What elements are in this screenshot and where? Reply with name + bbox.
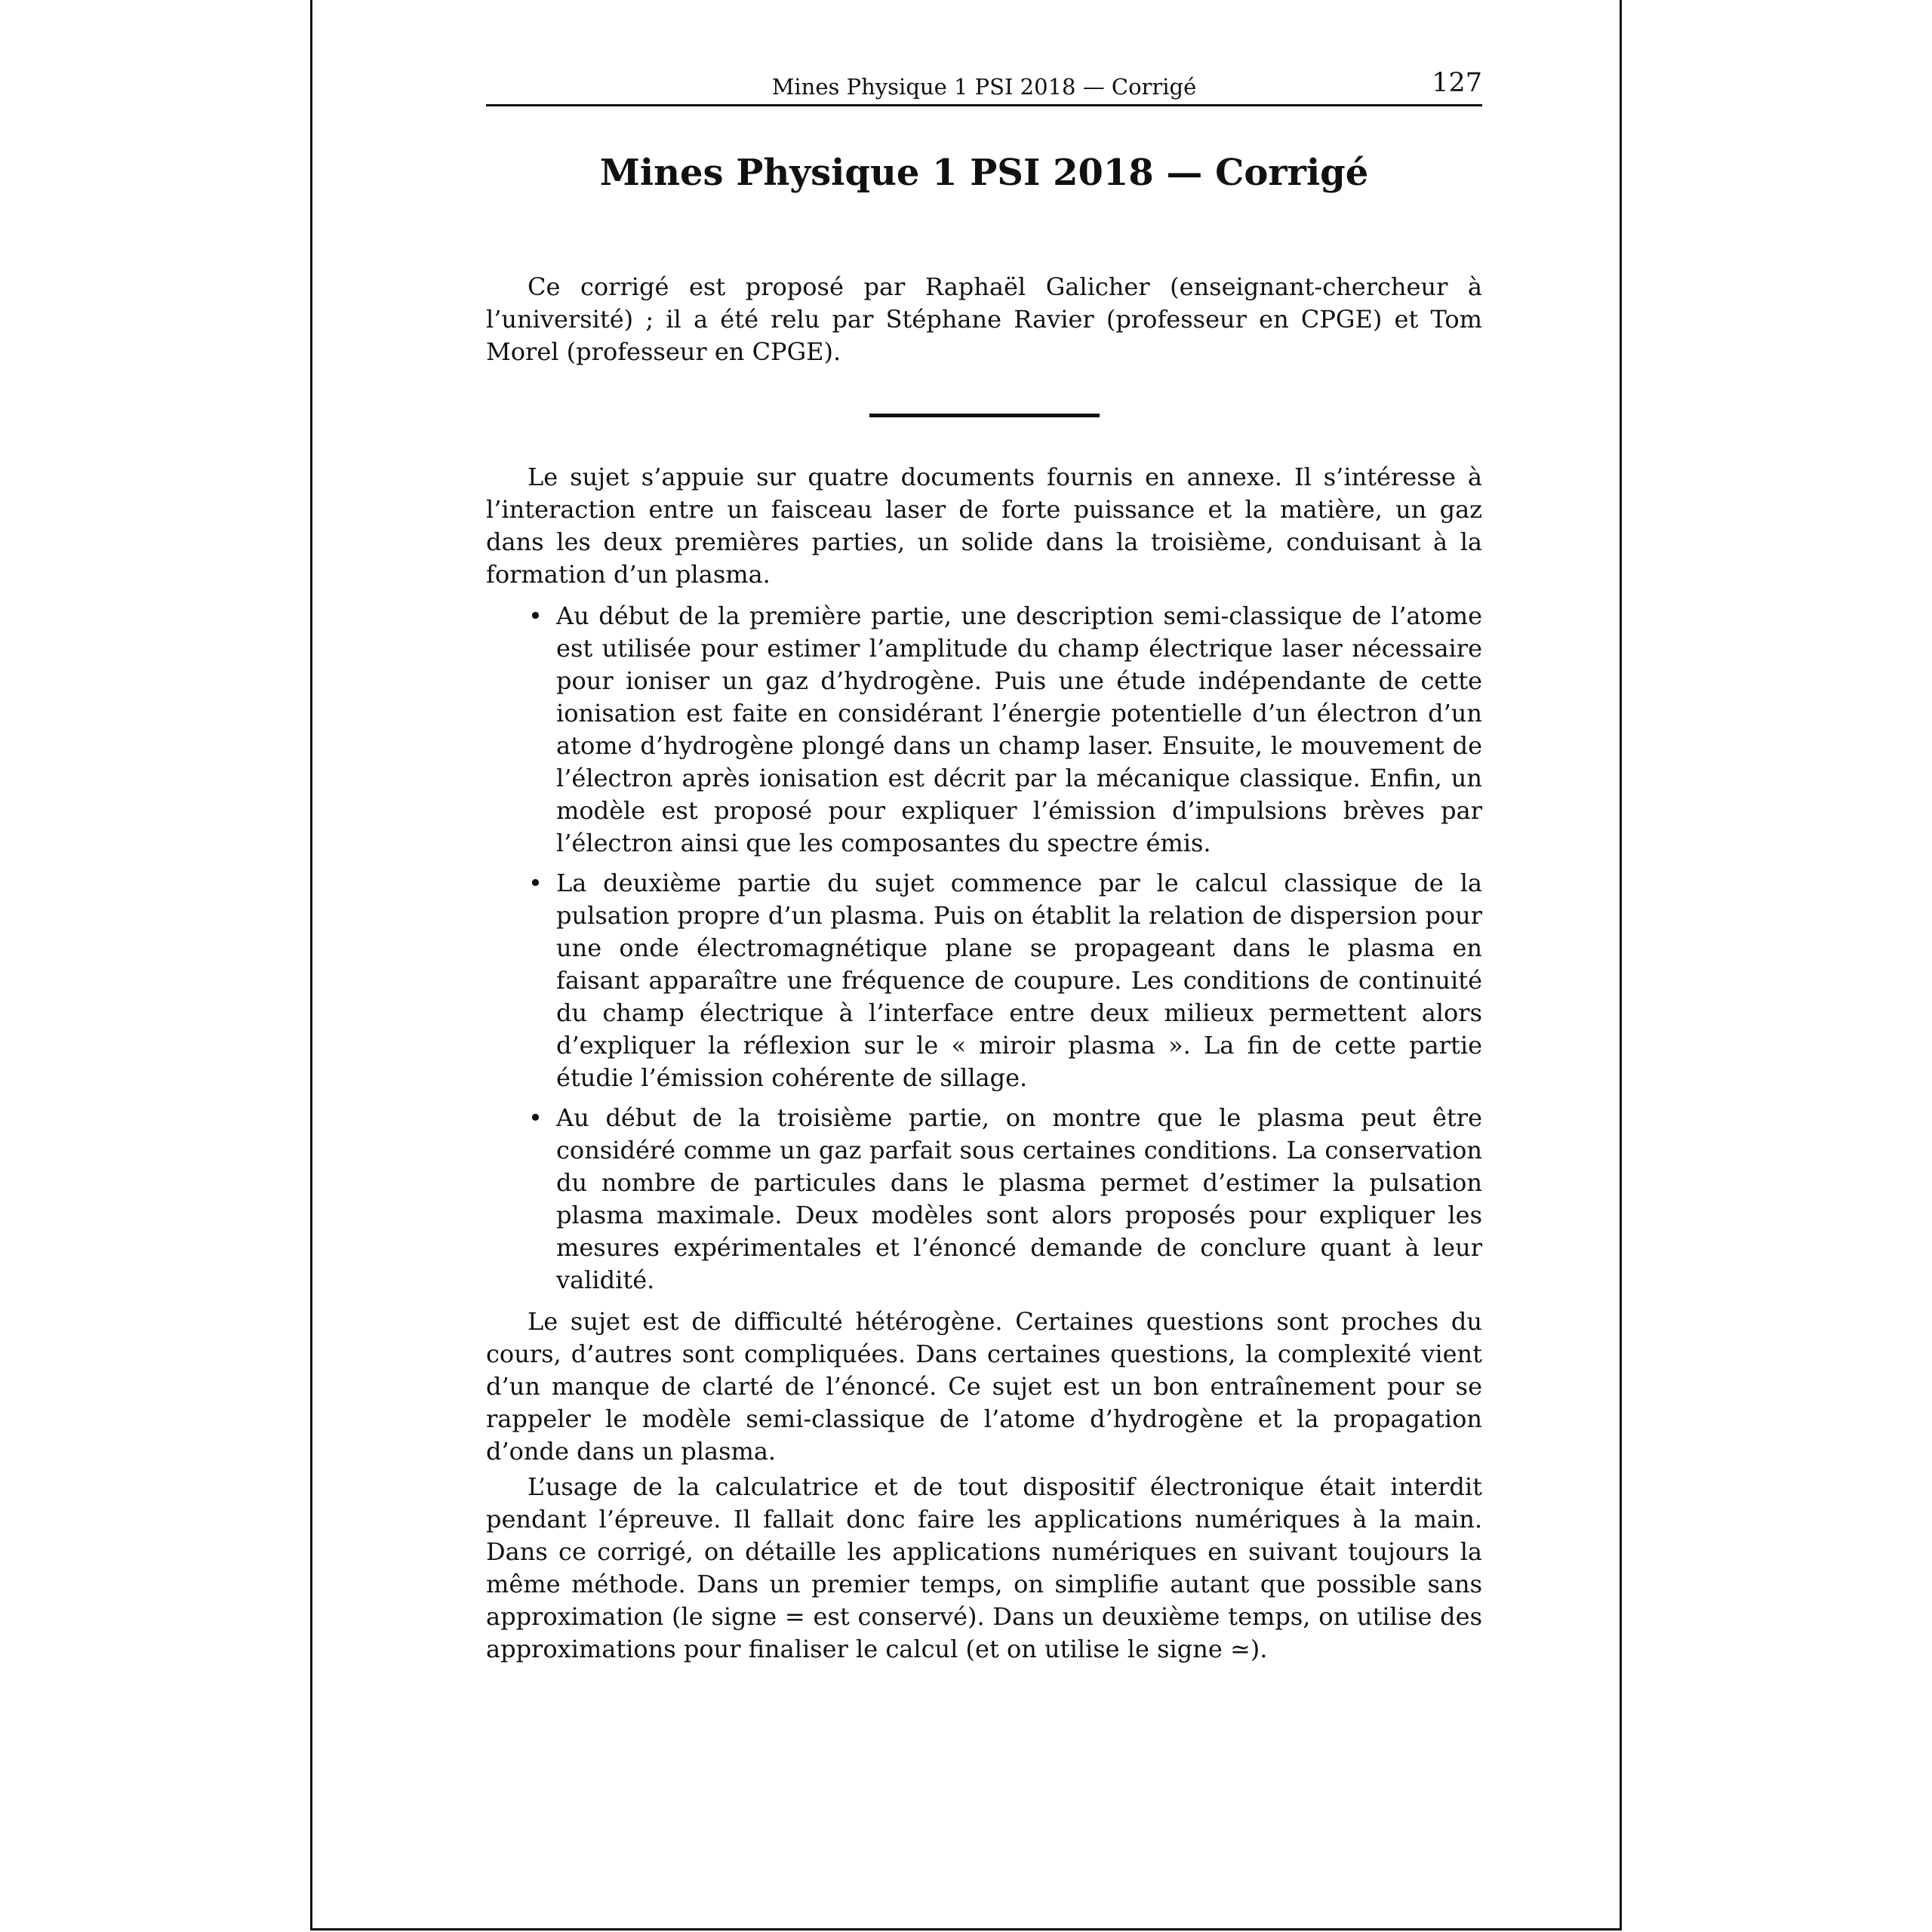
list-item-text: La deuxième partie du sujet commence par le calcul classique de la pulsation propre d’un plasma. Puis on établit la relation de dispersion pour une onde électromagnétique plane se propageant dans le plasma en faisant apparaître une fréquence de coupure. Les conditions de continuité du champ électrique à l’interface entre deux milieux permettent alors d’expliquer la réflexion sur le « miroir plasma ». La fin de cette partie étudie l’émission cohérente de sillage. xyxy=(556,868,1482,1092)
book-page xyxy=(310,0,1622,1930)
list-item xyxy=(486,867,1482,1094)
list-item xyxy=(486,600,1482,860)
list-item xyxy=(486,1102,1482,1297)
calculator-paragraph: L’usage de la calculatrice et de tout dispositif électronique était interdit pendant l’épreuve. Il fallait donc faire les applications numériques à la main. Dans ce corrigé, on détaille les applications numériques en suivant toujours la même méthode. Dans un premier temps, on simplifie autant que possible sans approximation (le signe = est conservé). Dans un deuxième temps, on utilise des approximations pour finaliser le calcul (et on utilise le signe ≃). xyxy=(486,1472,1482,1663)
intro-paragraph: Le sujet s’appuie sur quatre documents fournis en annexe. Il s’intéresse à l’interaction entre un faisceau laser de forte puissance et la matière, un gaz dans les deux premières parties, un solide dans la troisième, conduisant à la formation d’un plasma. xyxy=(486,462,1482,589)
list-item-text: Au début de la première partie, une description semi-classique de l’atome est utilisée pour estimer l’amplitude du champ électrique laser nécessaire pour ioniser un gaz d’hydrogène. Puis une étude indépendante de cette ionisation est faite en considérant l’énergie potentielle d’un électron d’un atome d’hydrogène plongé dans un champ laser. Ensuite, le mouvement de l’électron après ionisation est décrit par la mécanique classique. Enfin, un modèle est proposé pour expliquer l’émission d’impulsions brèves par l’électron ainsi que les composantes du spectre émis. xyxy=(556,601,1482,857)
running-header xyxy=(486,68,1482,106)
page-title: Mines Physique 1 PSI 2018 — Corrigé xyxy=(599,152,1369,194)
difficulty-paragraph: Le sujet est de difficulté hétérogène. Certaines questions sont proches du cours, d’autres sont compliquées. Dans certaines questions, la complexité vient d’un manque de clarté de l’énoncé. Ce sujet est un bon entraînement pour se rappeler le modèle semi-classique de l’atome d’hydrogène et la propagation d’onde dans un plasma. xyxy=(486,1306,1482,1466)
section-separator xyxy=(869,414,1100,417)
page-number: 127 xyxy=(1432,68,1482,98)
running-title: Mines Physique 1 PSI 2018 — Corrigé xyxy=(771,74,1197,100)
bullet-icon: • xyxy=(528,868,543,897)
bullet-icon: • xyxy=(528,1103,543,1132)
bullet-icon: • xyxy=(528,601,543,630)
page-content xyxy=(486,68,1482,1666)
list-item-text: Au début de la troisième partie, on montre que le plasma peut être considéré comme un gaz parfait sous certaines conditions. La conservation du nombre de particules dans le plasma permet d’estimer la pulsation plasma maximale. Deux modèles sont alors proposés pour expliquer les mesures expérimentales et l’énoncé demande de conclure quant à leur validité. xyxy=(556,1103,1482,1294)
parts-list xyxy=(486,600,1482,1297)
credits-paragraph: Ce corrigé est proposé par Raphaël Galicher (enseignant-chercheur à l’université) ; il a été relu par Stéphane Ravier (professeur en CPGE) et Tom Morel (professeur en CPGE). xyxy=(486,272,1482,366)
